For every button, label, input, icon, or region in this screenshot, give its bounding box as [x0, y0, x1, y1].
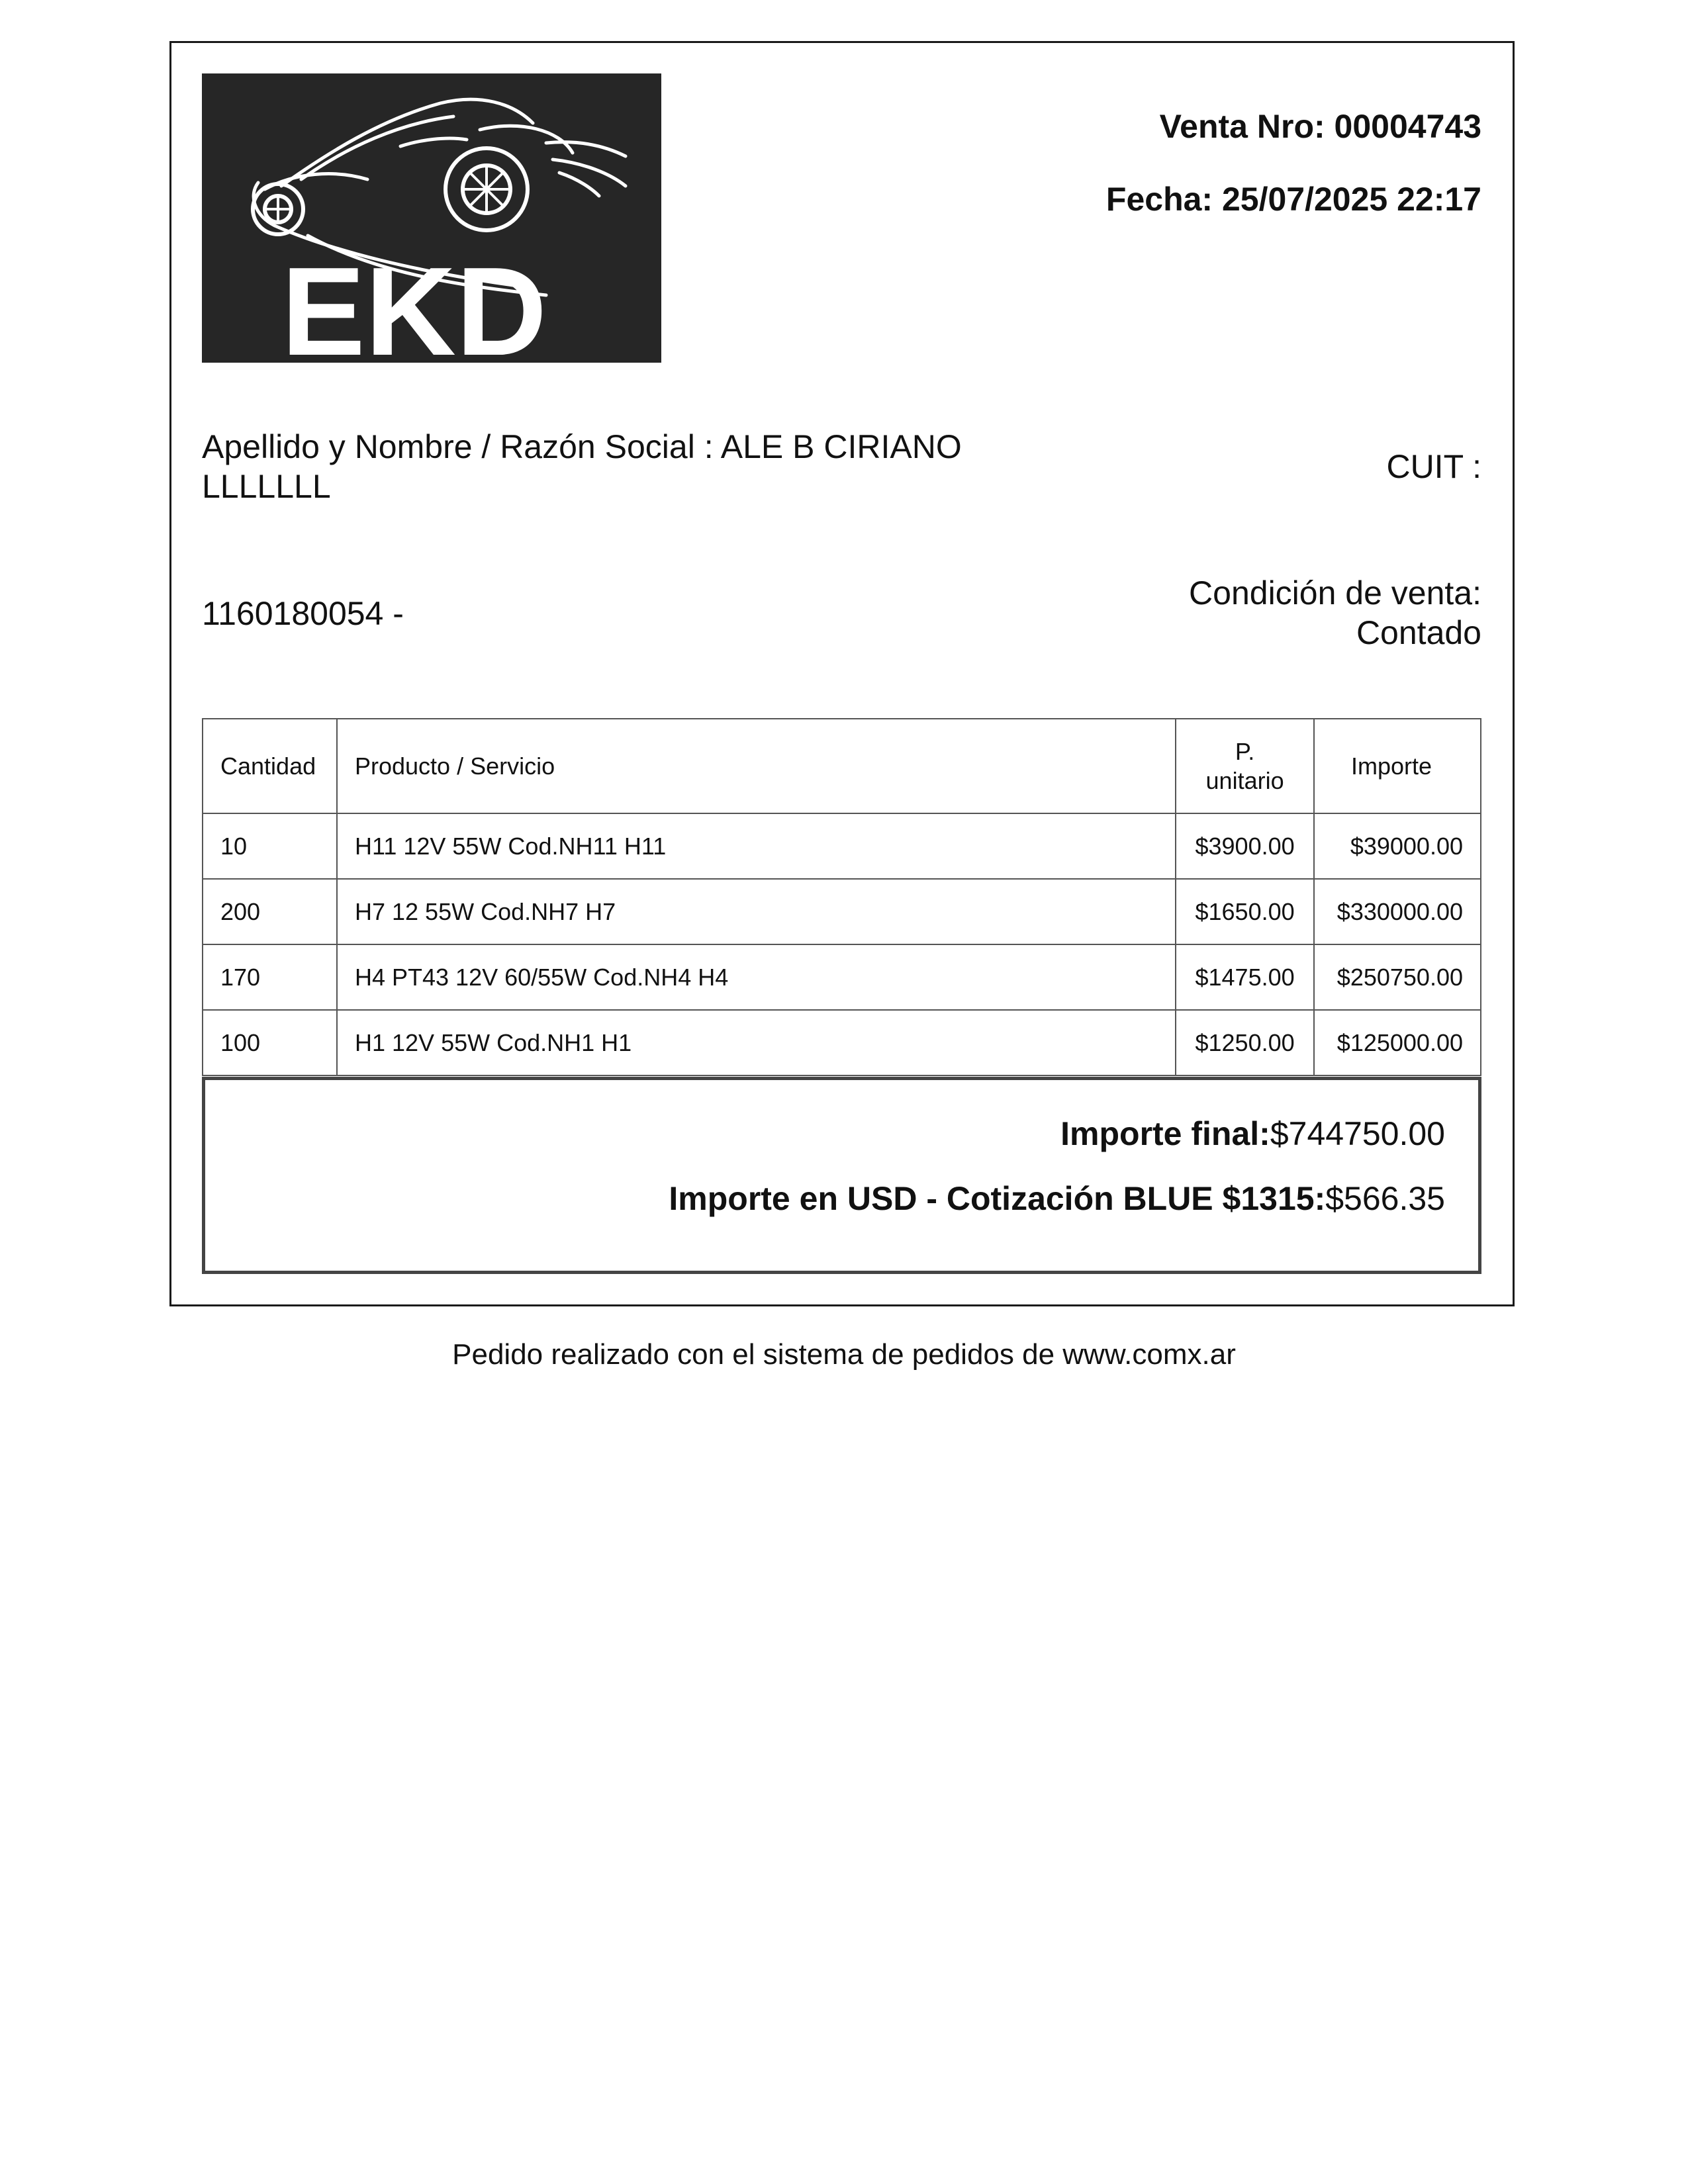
total-usd-label: Importe en USD - Cotización BLUE $1315:	[669, 1180, 1326, 1217]
col-header-unitario	[1176, 719, 1314, 813]
col-header-producto: Producto / Servicio	[337, 719, 1176, 813]
table-header-row	[203, 719, 1481, 813]
col-header-importe: Importe	[1314, 719, 1481, 813]
cell-qty: 170	[203, 944, 337, 1010]
table-row	[203, 944, 1481, 1010]
total-usd	[669, 1179, 1445, 1218]
table-row	[203, 1010, 1481, 1075]
cell-unit-price: $1475.00	[1176, 944, 1314, 1010]
cell-unit-price: $3900.00	[1176, 813, 1314, 879]
cell-product: H11 12V 55W Cod.NH11 H11	[337, 813, 1176, 879]
sale-condition-value: Contado	[1356, 614, 1481, 651]
footer-note: Pedido realizado con el sistema de pedidos de www.comx.ar	[452, 1338, 1236, 1371]
col-header-cantidad: Cantidad	[203, 719, 337, 813]
cuit-label: CUIT :	[1386, 448, 1481, 485]
sale-number: Venta Nro: 00004743	[1159, 108, 1481, 145]
cell-qty: 200	[203, 879, 337, 944]
cell-product: H7 12 55W Cod.NH7 H7	[337, 879, 1176, 944]
cell-qty: 10	[203, 813, 337, 879]
table-row	[203, 813, 1481, 879]
cell-product: H4 PT43 12V 60/55W Cod.NH4 H4	[337, 944, 1176, 1010]
total-final-label: Importe final:	[1060, 1115, 1270, 1152]
sale-condition-label: Condición de venta:	[1189, 574, 1481, 612]
cell-unit-price: $1650.00	[1176, 879, 1314, 944]
company-logo	[202, 73, 661, 363]
svg-text:EKD: EKD	[281, 242, 547, 363]
client-name-line1: Apellido y Nombre / Razón Social : ALE B CIRIANO	[202, 428, 962, 465]
cell-qty: 100	[203, 1010, 337, 1075]
cell-amount: $39000.00	[1314, 813, 1481, 879]
cell-unit-price: $1250.00	[1176, 1010, 1314, 1075]
total-final-value: $744750.00	[1270, 1115, 1445, 1152]
client-name	[202, 427, 996, 506]
total-final	[1060, 1115, 1445, 1153]
cell-amount: $125000.00	[1314, 1010, 1481, 1075]
table-row	[203, 879, 1481, 944]
cell-amount: $330000.00	[1314, 879, 1481, 944]
totals-box	[202, 1077, 1481, 1274]
sale-date: Fecha: 25/07/2025 22:17	[1105, 181, 1481, 218]
car-icon	[202, 73, 661, 363]
cell-amount: $250750.00	[1314, 944, 1481, 1010]
cell-product: H1 12V 55W Cod.NH1 H1	[337, 1010, 1176, 1075]
total-usd-value: $566.35	[1325, 1180, 1445, 1217]
sale-condition	[1189, 573, 1481, 653]
items-table	[202, 718, 1481, 1076]
client-name-line2: LLLLLLL	[202, 468, 331, 505]
col-header-unitario-line1: P.	[1235, 737, 1255, 765]
client-phone: 1160180054 -	[202, 595, 404, 632]
col-header-unitario-line2: unitario	[1205, 766, 1284, 794]
